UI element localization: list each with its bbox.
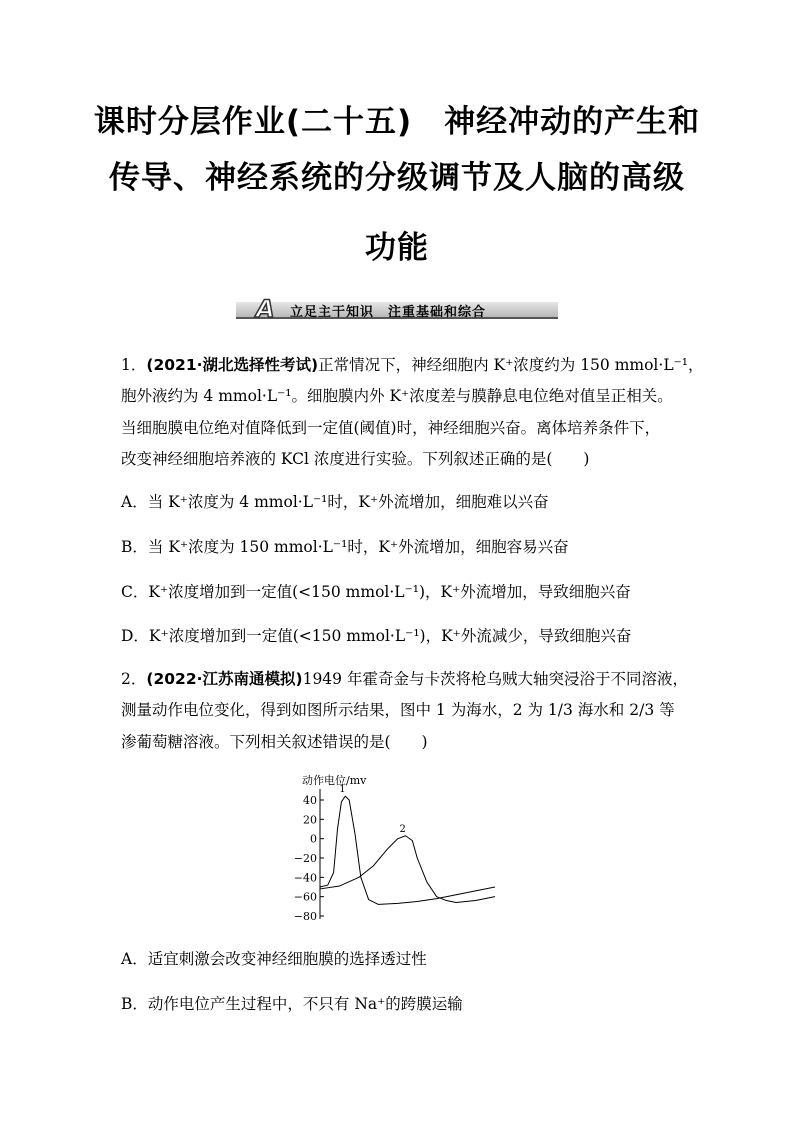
series-2-label: 2 [399,823,406,835]
banner-letter-icon: A [256,295,275,323]
series-1-line [320,796,495,904]
q2-stem-3: 渗葡萄糖溶液。下列相关叙述错误的是( ) [121,733,428,751]
banner-text: 立足主干知识 注重基础和综合 [290,305,487,320]
q1-line-1 [121,353,704,375]
y-tick-label: 20 [303,813,317,827]
q1-source: (2021·湖北选择性考试) [146,356,319,374]
y-tick-label: −40 [293,871,317,885]
series-1-label: 1 [339,784,346,796]
q1-stem-2: 胞外液约为 4 mmol·L⁻¹。细胞膜内外 K⁺浓度差与膜静息电位绝对值呈正相关。 [121,387,673,405]
y-tick-label: 40 [303,794,317,807]
q1-option-b: B．当 K⁺浓度为 150 mmol·L⁻¹时，K⁺外流增加，细胞容易兴奋 [121,538,569,556]
title-line-2: 传导、神经系统的分级调节及人脑的高级 [109,160,685,196]
q2-stem-2: 测量动作电位变化，得到如图所示结果，图中 1 为海水，2 为 1/3 海水和 2/3 等 [121,701,675,719]
y-tick-label: −20 [293,852,317,865]
q1-stem-1: 正常情况下，神经细胞内 K⁺浓度约为 150 mmol·L⁻¹， [318,356,704,374]
title-line-1: 课时分层作业(二十五) 神经冲动的产生和 [93,104,701,140]
section-banner [236,295,558,323]
q2-source: (2022·江苏南通模拟) [146,670,303,688]
q2-number: 2． [121,670,147,688]
y-tick-label: −80 [293,910,317,923]
q1-option-c: C．K⁺浓度增加到一定值(<150 mmol·L⁻¹)，K⁺外流增加，导致细胞兴奋 [121,583,631,601]
chart-ylabel: 动作电位/mv [302,774,367,787]
q1-option-d: D．K⁺浓度增加到一定值(<150 mmol·L⁻¹)，K⁺外流减少，导致细胞兴奋 [121,627,632,645]
q2-option-b: B．动作电位产生过程中，不只有 Na⁺的跨膜运输 [121,995,463,1013]
action-potential-chart [290,773,500,925]
q1-stem-4: 改变神经细胞培养液的 KCl 浓度进行实验。下列叙述正确的是( ) [121,450,590,468]
q2-option-a: A．适宜刺激会改变神经细胞膜的选择透过性 [121,950,427,968]
q1-number: 1． [121,356,147,374]
q1-stem-3: 当细胞膜电位绝对值降低到一定值(阈值)时，神经细胞兴奋。离体培养条件下， [121,419,661,437]
q2-stem-1: 1949 年霍奇金与卡茨将枪乌贼大轴突浸浴于不同溶液， [302,670,688,688]
y-tick-label: −60 [293,890,317,904]
y-tick-label: 0 [310,832,317,846]
q2-line-1 [121,667,688,689]
title-line-3: 功能 [365,230,429,266]
q1-option-a: A．当 K⁺浓度为 4 mmol·L⁻¹时，K⁺外流增加，细胞难以兴奋 [121,493,549,511]
